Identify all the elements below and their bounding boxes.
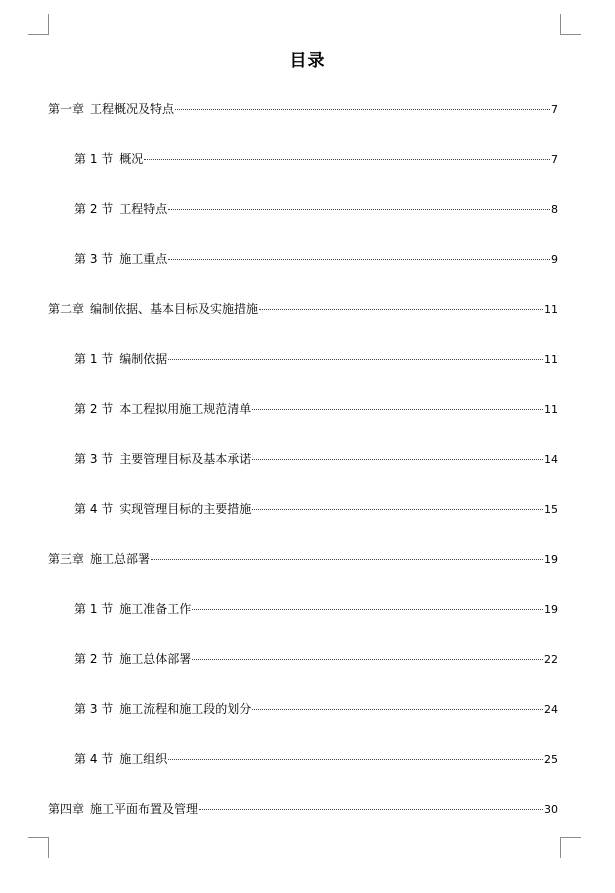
dot-leader [252,459,543,460]
toc-entry-number: 第 4 节 [74,502,114,516]
toc-entry-chapter-3[interactable] [48,551,558,567]
toc-entry-chapter-4[interactable] [48,801,558,817]
toc-entry-chapter-2[interactable] [48,301,558,317]
dot-leader [192,609,543,610]
toc-entry-text: 编制依据、基本目标及实施措施 [90,302,259,316]
toc-entry-page: 9 [551,253,558,266]
dot-leader [259,309,543,310]
toc-entry-number: 第 1 节 [74,602,114,616]
dot-leader [168,759,543,760]
crop-mark-bottom-left [28,837,49,858]
toc-entry-text: 本工程拟用施工规范清单 [119,402,252,416]
toc-entry-number: 第一章 [48,102,85,116]
dot-leader [252,509,543,510]
toc-entry-text: 施工总体部署 [119,652,192,666]
crop-mark-top-right [560,14,581,35]
dot-leader [168,209,550,210]
toc-entry-text: 施工准备工作 [119,602,192,616]
toc-entry-text: 施工组织 [119,752,168,766]
dot-leader [252,409,543,410]
crop-mark-top-left [28,14,49,35]
toc-entry-number: 第 3 节 [74,252,114,266]
toc-entry-text: 施工重点 [119,252,168,266]
toc-entry-number: 第 4 节 [74,752,114,766]
dot-leader [199,809,543,810]
toc-entry-ch3-sec2[interactable] [74,651,558,667]
toc-entry-page: 14 [544,453,558,466]
toc-entry-page: 19 [544,603,558,616]
toc-entry-ch2-sec4[interactable] [74,501,558,517]
toc-entry-page: 15 [544,503,558,516]
toc-entry-text: 编制依据 [119,352,168,366]
toc-entry-ch1-sec1[interactable] [74,151,558,167]
toc-entry-ch2-sec3[interactable] [74,451,558,467]
crop-mark-bottom-right [560,837,581,858]
toc-entry-number: 第 3 节 [74,452,114,466]
toc-entry-ch2-sec1[interactable] [74,351,558,367]
toc-entry-text: 施工总部署 [90,552,151,566]
toc-entry-ch3-sec4[interactable] [74,751,558,767]
toc-entry-page: 7 [551,103,558,116]
toc-entry-number: 第 2 节 [74,202,114,216]
dot-leader [252,709,543,710]
toc-entry-chapter-1[interactable] [48,101,558,117]
toc-entry-number: 第 2 节 [74,402,114,416]
dot-leader [168,359,543,360]
toc-entry-page: 30 [544,803,558,816]
toc-entry-page: 11 [544,303,558,316]
toc-entry-text: 工程概况及特点 [90,102,175,116]
toc-title: 目录 [289,51,326,71]
toc-entry-text: 施工平面布置及管理 [90,802,199,816]
toc-entry-page: 24 [544,703,558,716]
toc-entry-number: 第三章 [48,552,85,566]
dot-leader [151,559,543,560]
toc-entry-number: 第 3 节 [74,702,114,716]
toc-entry-number: 第 1 节 [74,352,114,366]
toc-entry-text: 工程特点 [119,202,168,216]
dot-leader [168,259,550,260]
toc-entry-text: 主要管理目标及基本承诺 [119,452,252,466]
toc-entry-page: 8 [551,203,558,216]
dot-leader [192,659,543,660]
toc-entry-page: 19 [544,553,558,566]
toc-entry-page: 7 [551,153,558,166]
dot-leader [144,159,550,160]
toc-entry-number: 第 1 节 [74,152,114,166]
toc-entry-number: 第四章 [48,802,85,816]
toc-entry-ch3-sec1[interactable] [74,601,558,617]
toc-entry-text: 实现管理目标的主要措施 [119,502,252,516]
toc-entry-ch1-sec3[interactable] [74,251,558,267]
toc-entry-text: 概况 [119,152,144,166]
toc-entry-page: 22 [544,653,558,666]
toc-entry-page: 11 [544,403,558,416]
toc-entry-page: 11 [544,353,558,366]
toc-entry-ch1-sec2[interactable] [74,201,558,217]
toc-entry-number: 第 2 节 [74,652,114,666]
dot-leader [175,109,550,110]
toc-entry-number: 第二章 [48,302,85,316]
toc-entry-page: 25 [544,753,558,766]
toc-entry-text: 施工流程和施工段的划分 [119,702,252,716]
toc-entry-ch2-sec2[interactable] [74,401,558,417]
toc-entry-ch3-sec3[interactable] [74,701,558,717]
